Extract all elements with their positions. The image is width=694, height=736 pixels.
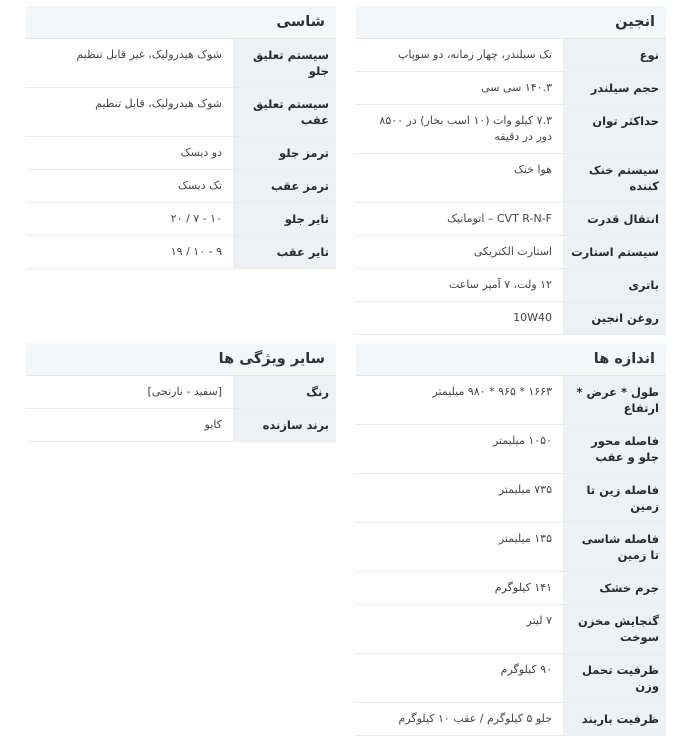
spec-label: فاصله زین تا زمین <box>563 474 666 522</box>
spec-row <box>356 425 666 474</box>
spec-value: کایو <box>204 418 222 431</box>
spec-label: انتقال قدرت <box>563 203 666 235</box>
spec-value: جلو ۵ کیلوگرم / عقب ۱۰ کیلوگرم <box>398 712 552 725</box>
spec-label: فاصله محور جلو و عقب <box>563 425 666 473</box>
spec-row <box>356 703 666 736</box>
spec-row <box>26 409 336 442</box>
spec-label: حداکثر توان <box>563 105 666 153</box>
spec-row <box>356 302 666 335</box>
spec-label: تایر عقب <box>233 236 336 268</box>
spec-value: ۱۰ - ۷ / ۲۰ <box>170 212 222 225</box>
spec-value: دو دیسک <box>180 146 222 159</box>
spec-label: سیستم تعلیق عقب <box>233 88 336 136</box>
spec-row <box>356 474 666 523</box>
spec-label: برند سازنده <box>233 409 336 441</box>
spec-value: ۱۲ ولت، ۷ آمپر ساعت <box>448 278 552 291</box>
spec-value: ۷۳۵ میلیمتر <box>498 483 552 496</box>
spec-label: سیستم استارت <box>563 236 666 268</box>
spec-label: جرم خشک <box>563 572 666 604</box>
spec-value: ۹۰ کیلوگرم <box>500 663 552 676</box>
spec-label: ظرفیت باربند <box>563 703 666 735</box>
dimensions-panel <box>356 343 666 736</box>
spec-row <box>356 105 666 154</box>
spec-label: روغن انجین <box>563 302 666 334</box>
chassis-panel <box>26 6 336 269</box>
spec-row <box>356 523 666 572</box>
spec-value: ۱۰۵۰ میلیمتر <box>492 434 552 447</box>
spec-value: ۱۳۵ میلیمتر <box>498 532 552 545</box>
spec-row <box>26 88 336 137</box>
dimensions-title: اندازه ها <box>356 343 666 376</box>
spec-value: تک دیسک <box>177 179 222 192</box>
spec-value: ۱۶۶۳ * ۹۶۵ * ۹۸۰ میلیمتر <box>432 385 552 398</box>
spec-row <box>356 269 666 302</box>
spec-value: ۷ لیتر <box>526 614 552 627</box>
spec-label: نوع <box>563 39 666 71</box>
spec-row <box>356 72 666 105</box>
spec-row <box>356 572 666 605</box>
spec-value: شوک هیدرولیک، قابل تنظیم <box>95 97 222 110</box>
spec-row <box>26 170 336 203</box>
spec-row <box>356 203 666 236</box>
spec-row <box>356 654 666 703</box>
spec-label: حجم سیلندر <box>563 72 666 104</box>
spec-label: تایر جلو <box>233 203 336 235</box>
spec-row <box>26 376 336 409</box>
spec-value: 10W40 <box>513 311 552 324</box>
spec-label: سیستم تعلیق جلو <box>233 39 336 87</box>
engine-title: انجین <box>356 6 666 39</box>
engine-panel <box>356 6 666 335</box>
spec-label: رنگ <box>233 376 336 408</box>
chassis-title: شاسی <box>26 6 336 39</box>
spec-value: ۱۴۱ کیلوگرم <box>494 581 552 594</box>
spec-value: [سفید - نارنجی] <box>147 385 222 398</box>
spec-row <box>356 605 666 654</box>
other-features-panel <box>26 343 336 442</box>
spec-label: ظرفیت تحمل وزن <box>563 654 666 702</box>
spec-value: شوک هیدرولیک، غیر قابل تنظیم <box>76 48 222 61</box>
spec-value: هوا خنک <box>513 163 552 176</box>
spec-value: تک سیلندر، چهار زمانه، دو سوپاپ <box>398 48 552 61</box>
spec-row <box>356 39 666 72</box>
spec-value: ۹ - ۱۰ / ۱۹ <box>170 245 222 258</box>
spec-row <box>26 39 336 88</box>
spec-row <box>26 137 336 170</box>
spec-row <box>356 154 666 203</box>
spec-label: ترمز عقب <box>233 170 336 202</box>
spec-row <box>26 203 336 236</box>
spec-row <box>356 236 666 269</box>
spec-row <box>356 376 666 425</box>
spec-label: طول * عرض * ارتفاع <box>563 376 666 424</box>
spec-value: ۷.۳ کیلو وات (۱۰ اسب بخار) در ۸۵۰۰ دور در دقیقه <box>379 114 552 143</box>
spec-label: باتری <box>563 269 666 301</box>
spec-label: سیستم خنک کننده <box>563 154 666 202</box>
spec-label: گنجایش مخزن سوخت <box>563 605 666 653</box>
spec-value: ۱۴۰.۳ سی سی <box>481 81 552 94</box>
spec-value: CVT R-N-F – اتوماتیک <box>447 212 552 225</box>
spec-label: ترمز جلو <box>233 137 336 169</box>
other-features-title: سایر ویژگی ها <box>26 343 336 376</box>
spec-value: استارت الکتریکی <box>473 245 552 258</box>
spec-label: فاصله شاسی تا زمین <box>563 523 666 571</box>
spec-row <box>26 236 336 269</box>
